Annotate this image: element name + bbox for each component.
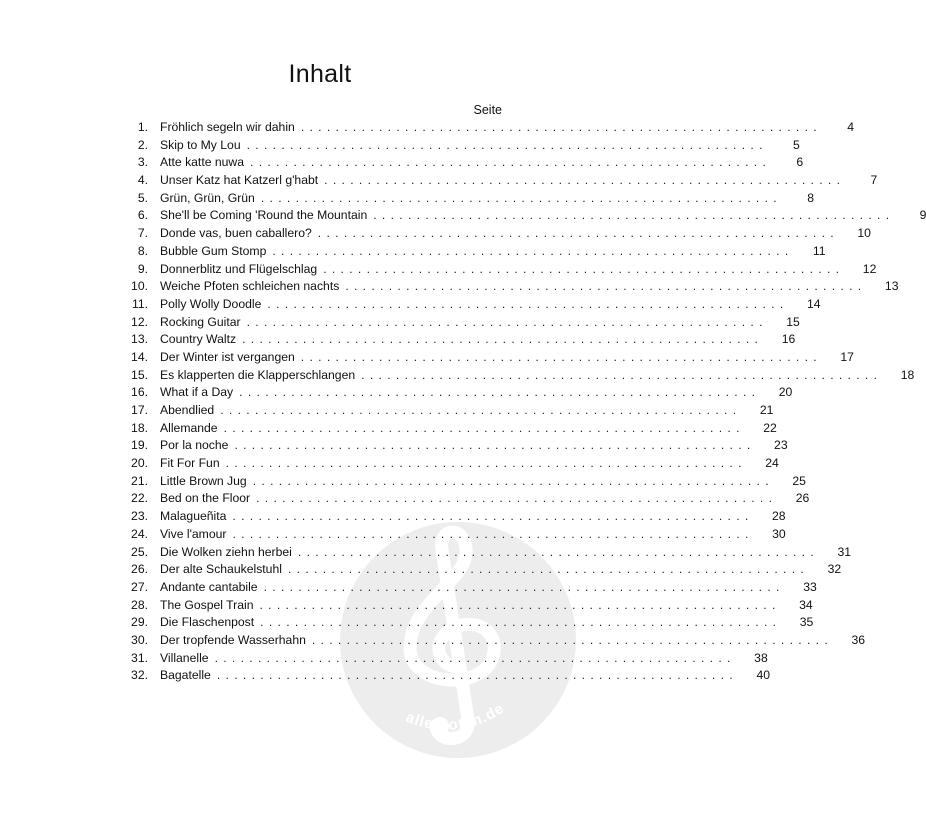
toc-entry-page: 30 [772, 526, 786, 541]
toc-entry-number: 22. [131, 491, 148, 506]
toc-entry-page: 40 [756, 668, 770, 683]
toc-entry-page: 12 [862, 261, 877, 276]
toc-entry-page: 11 [812, 243, 826, 258]
toc-entry-number: 2. [137, 137, 148, 152]
toc-entry-leader-dots: ............................................................ [287, 562, 810, 577]
toc-entry-number: 15. [131, 367, 148, 382]
toc-entry [118, 296, 821, 314]
toc-entry-leader-dots: ............................................................ [239, 385, 761, 400]
toc-entry-page: 6 [796, 155, 804, 170]
toc-entry-leader-dots: ............................................................ [220, 403, 742, 417]
toc-entry-title: Fit For Fun [160, 456, 220, 471]
toc-entry [118, 614, 814, 632]
toc-entry-leader-dots: ............................................................ [300, 120, 822, 134]
toc-entry [118, 667, 770, 685]
toc-entry-title: Unser Katz hat Katzerl g'habt [160, 173, 319, 188]
toc-entry-page: 35 [799, 615, 814, 630]
toc-entry [118, 544, 852, 562]
toc-entry-leader-dots: ............................................................ [242, 332, 764, 347]
toc-entry-leader-dots: ............................................................ [317, 226, 839, 241]
toc-entry-number: 3. [137, 155, 148, 170]
toc-entry-page: 26 [795, 491, 810, 506]
toc-entry-page: 10 [857, 226, 871, 241]
toc-entry [118, 172, 878, 190]
toc-entry-page: 22 [763, 420, 777, 435]
toc-entry [118, 650, 768, 668]
toc-entry [118, 437, 788, 455]
toc-entry-leader-dots: ............................................................ [373, 208, 895, 223]
toc-entry [118, 190, 814, 208]
toc-entry-leader-dots: ............................................................ [272, 243, 794, 258]
toc-entry-page: 24 [765, 456, 779, 471]
watermark-text: alle-noten.de [403, 699, 508, 734]
toc-entry-page: 28 [772, 509, 786, 524]
toc-entry-title: Villanelle [160, 650, 209, 665]
toc-entry-number: 29. [131, 615, 148, 630]
toc-entry [118, 632, 866, 650]
toc-entry [118, 278, 899, 296]
toc-entry [118, 119, 854, 137]
toc-entry-page: 23 [774, 438, 788, 453]
toc-entry-page: 9 [919, 208, 926, 223]
toc-entry-title: Atte katte nuwa [160, 155, 245, 170]
toc-entry-leader-dots: ............................................................ [267, 296, 789, 311]
toc-entry-number: 5. [137, 190, 148, 205]
toc-entry-leader-dots: ............................................................ [361, 367, 883, 382]
page-column-header: Seite [473, 103, 502, 117]
toc-entry-leader-dots: ............................................................ [345, 279, 867, 294]
toc-entry-title: Der tropfende Wasserhahn [160, 632, 306, 647]
toc-entry-number: 18. [131, 420, 148, 435]
toc-entry-leader-dots: ............................................................ [223, 420, 745, 435]
toc-entry-page: 5 [793, 137, 800, 152]
toc-entry-title: Die Wolken ziehn herbei [160, 544, 292, 559]
toc-entry-leader-dots: ............................................................ [256, 491, 778, 506]
toc-entry-number: 31. [131, 650, 148, 665]
toc-entry-page: 32 [827, 562, 842, 577]
toc-entry-page: 13 [884, 279, 899, 294]
toc-entry-leader-dots: ............................................................ [250, 155, 772, 170]
toc-entry-title: Der Winter ist vergangen [160, 349, 295, 364]
toc-entry-title: Por la noche [160, 438, 229, 453]
toc-entry-leader-dots: ............................................................ [259, 597, 781, 612]
toc-entry-number: 20. [131, 456, 148, 471]
toc-entry-number: 26. [131, 562, 148, 577]
toc-entry [118, 314, 800, 332]
toc-entry [118, 384, 793, 402]
toc-entry-leader-dots: ............................................................ [234, 438, 756, 453]
toc-entry-title: Weiche Pfoten schleichen nachts [160, 279, 340, 294]
toc-entry-page: 16 [781, 332, 796, 347]
toc-entry-title: Polly Wolly Doodle [160, 296, 262, 311]
toc-entry-number: 23. [131, 509, 148, 524]
toc-entry [118, 490, 810, 508]
toc-entry-number: 32. [131, 668, 148, 683]
toc-entry-title: Grün, Grün, Grün [160, 190, 255, 205]
toc-entry [118, 261, 877, 279]
toc-entry-title: Bubble Gum Stomp [160, 243, 267, 258]
toc-entry-page: 20 [778, 385, 793, 400]
page-title: Inhalt [288, 60, 352, 88]
toc-entry-leader-dots: ............................................................ [300, 349, 822, 364]
toc-entry-title: Bed on the Floor [160, 491, 251, 506]
toc-entry [118, 420, 777, 438]
toc-entry-number: 6. [137, 208, 148, 223]
toc-entry-number: 28. [131, 597, 148, 612]
toc-entry-number: 21. [131, 473, 148, 488]
toc-entry [118, 243, 826, 261]
toc-entry [118, 207, 926, 225]
toc-entry-title: Der alte Schaukelstuhl [160, 562, 282, 577]
toc-entry-number: 24. [131, 526, 148, 541]
toc-entry-page: 14 [807, 296, 821, 311]
toc-entry [118, 349, 854, 367]
toc-entry-title: Die Flaschenpost [160, 615, 255, 630]
toc-entry-leader-dots: ............................................................ [225, 456, 747, 471]
toc-entry [118, 367, 915, 385]
toc-entry-title: Abendlied [160, 403, 215, 417]
toc-entry-number: 30. [131, 632, 148, 647]
toc-entry-page: 8 [807, 190, 814, 205]
toc-entry-number: 10. [131, 279, 148, 294]
toc-entry-number: 25. [131, 544, 148, 559]
toc-entry-leader-dots: ............................................................ [216, 668, 738, 683]
toc-entry-leader-dots: ............................................................ [246, 314, 768, 329]
toc-entry-page: 38 [754, 650, 768, 665]
table-of-contents [118, 119, 926, 685]
toc-entry-leader-dots: ............................................................ [260, 190, 782, 205]
toc-entry-title: The Gospel Train [160, 597, 254, 612]
toc-entry-number: 27. [131, 579, 148, 594]
toc-entry-leader-dots: ............................................................ [260, 615, 782, 630]
toc-entry [118, 579, 817, 597]
toc-entry-number: 9. [137, 261, 148, 276]
toc-entry-leader-dots: ............................................................ [214, 650, 736, 665]
toc-entry-number: 16. [131, 385, 148, 400]
toc-entry-title: Vive l'amour [160, 526, 227, 541]
toc-entry-page: 4 [847, 120, 854, 134]
toc-entry-leader-dots: ............................................................ [297, 544, 820, 559]
toc-entry-title: Donnerblitz und Flügelschlag [160, 261, 318, 276]
toc-entry-page: 17 [840, 349, 854, 364]
toc-entry-leader-dots: ............................................................ [246, 137, 768, 152]
toc-entry-page: 15 [786, 314, 800, 329]
toc-entry [118, 526, 786, 544]
toc-entry-leader-dots: ............................................................ [232, 509, 754, 524]
toc-entry-title: Bagatelle [160, 668, 211, 683]
toc-entry-title: Andante cantabile [160, 579, 258, 594]
toc-entry-title: Country Waltz [160, 332, 237, 347]
toc-entry-leader-dots: ............................................................ [263, 579, 785, 594]
toc-entry-number: 12. [131, 314, 148, 329]
toc-entry-leader-dots: ............................................................ [252, 473, 774, 488]
toc-entry-number: 13. [131, 332, 148, 347]
toc-entry-leader-dots: ............................................................ [232, 526, 754, 541]
toc-entry [118, 597, 813, 615]
toc-entry-leader-dots: ............................................................ [324, 173, 846, 188]
toc-entry-page: 25 [792, 473, 806, 488]
toc-entry-title: Little Brown Jug [160, 473, 247, 488]
toc-entry-title: She'll be Coming 'Round the Mountain [160, 208, 368, 223]
toc-entry-page: 31 [837, 544, 852, 559]
toc-entry-number: 19. [131, 438, 148, 453]
toc-entry-title: Donde vas, buen caballero? [160, 226, 312, 241]
toc-entry-leader-dots: ............................................................ [323, 261, 845, 276]
toc-entry-page: 21 [759, 403, 774, 417]
toc-entry-title: Rocking Guitar [160, 314, 241, 329]
toc-entry [118, 561, 842, 579]
toc-entry-page: 18 [900, 367, 915, 382]
toc-entry-title: Skip to My Lou [160, 137, 241, 152]
toc-entry-title: Es klapperten die Klapperschlangen [160, 367, 356, 382]
toc-entry-number: 11. [131, 296, 148, 311]
toc-entry [118, 508, 786, 526]
toc-entry-title: Allemande [160, 420, 218, 435]
toc-entry-page: 33 [803, 579, 817, 594]
toc-entry-number: 8. [137, 243, 148, 258]
toc-entry [118, 473, 806, 491]
toc-entry [118, 402, 774, 420]
toc-entry-number: 4. [137, 173, 148, 188]
toc-entry [118, 137, 800, 155]
toc-entry-number: 17. [131, 403, 148, 417]
toc-entry-title: Fröhlich segeln wir dahin [160, 120, 295, 134]
toc-entry [118, 225, 871, 243]
toc-entry-title: Malagueñita [160, 509, 227, 524]
toc-entry [118, 455, 779, 473]
toc-entry-number: 14. [131, 349, 148, 364]
toc-entry [118, 331, 796, 349]
toc-entry-leader-dots: ............................................................ [311, 632, 834, 647]
toc-entry-page: 34 [799, 597, 813, 612]
toc-entry-number: 7. [137, 226, 148, 241]
toc-entry-page: 36 [851, 632, 866, 647]
toc-entry-number: 1. [137, 120, 148, 134]
toc-entry-title: What if a Day [160, 385, 234, 400]
toc-entry-page: 7 [870, 173, 878, 188]
toc-entry [118, 154, 804, 172]
